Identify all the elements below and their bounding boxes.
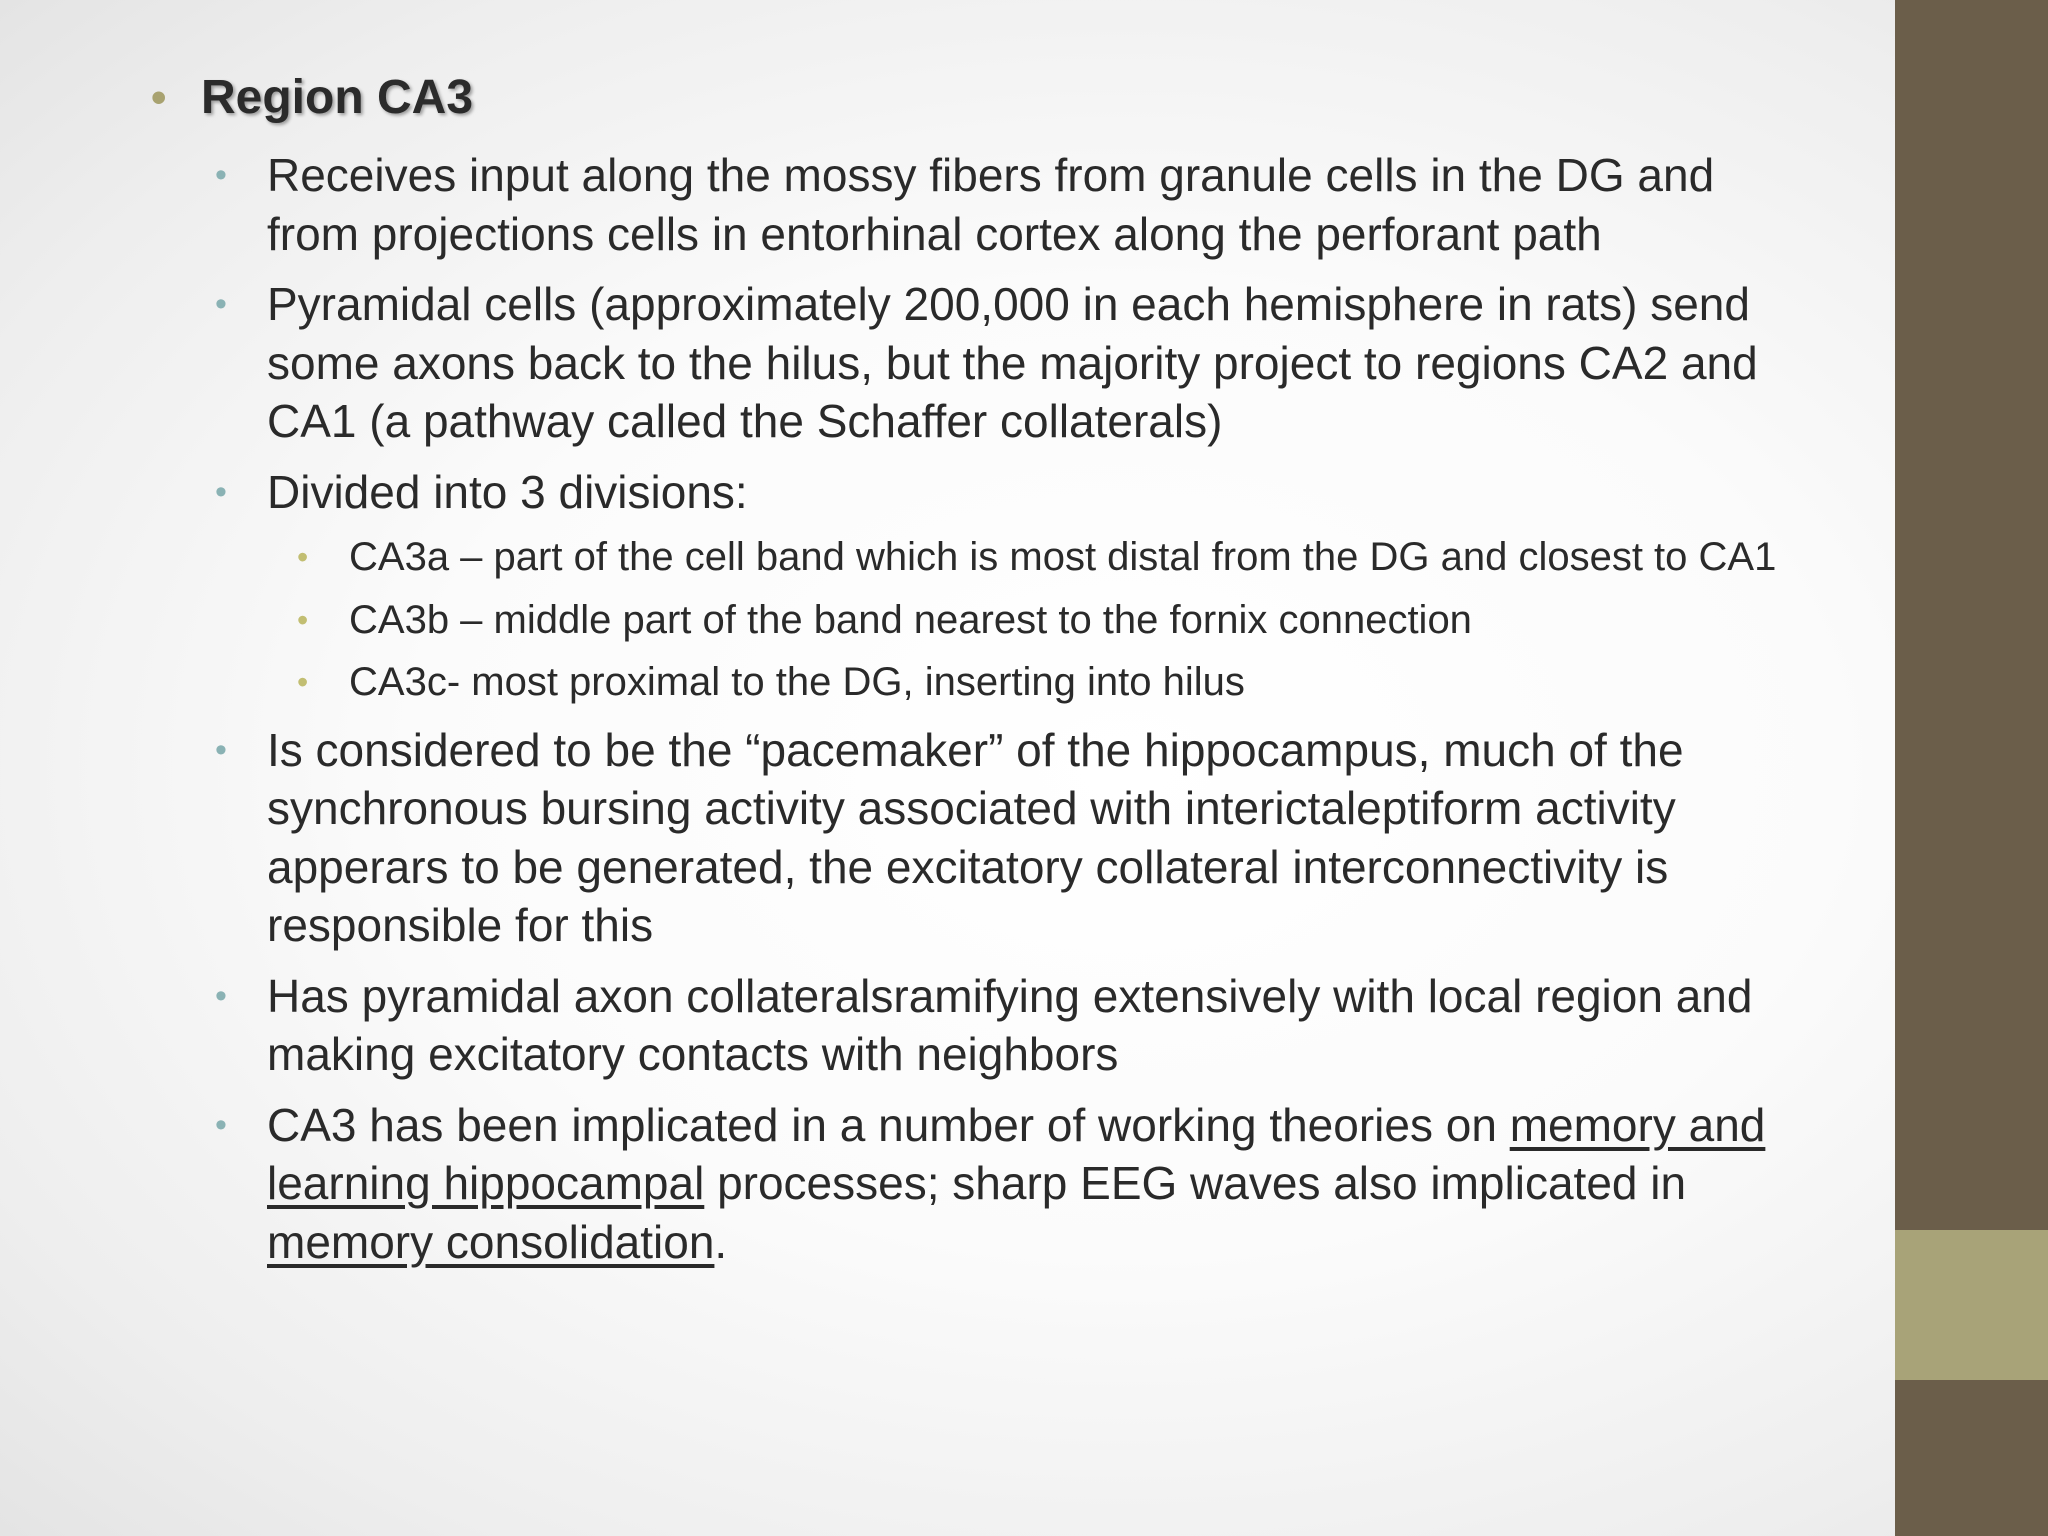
- bullet-item: [145, 146, 1795, 263]
- bullet-item: [145, 463, 1795, 522]
- bullet-text: Pyramidal cells (approximately 200,000 in each hemisphere in rats) send some axons back to the hilus, but the majority project to regions CA2 and CA1 (a pathway called the Schaffer collaterals): [267, 278, 1758, 447]
- bullet-item: [145, 967, 1795, 1084]
- bullet-item: [145, 721, 1795, 955]
- bullet-icon: •: [151, 73, 167, 122]
- bullet-item: [145, 275, 1795, 451]
- bullet-icon: •: [215, 472, 227, 511]
- sub-bullet-icon: •: [297, 664, 309, 700]
- bullet-icon: •: [215, 285, 227, 323]
- title-text: Region CA3: [201, 71, 474, 124]
- sub-bullet-text: CA3b – middle part of the band nearest to the fornix connection: [349, 597, 1472, 642]
- bullet-text: Divided into 3 divisions:: [267, 465, 748, 518]
- bullet-text: Is considered to be the “pacemaker” of the hippocampus, much of the synchronous bursing activity associated with interictaleptiform activity apperars to be generated, the excitatory collateral interconnectivity is responsible for this: [267, 723, 1684, 951]
- bullet-icon: •: [215, 156, 227, 194]
- bullet-text-part: .: [714, 1215, 728, 1268]
- bullet-text-part: CA3 has been implicated in a number of working theories on: [267, 1098, 1510, 1151]
- sub-bullet-item: [145, 595, 1795, 647]
- sub-bullet-text: CA3a – part of the cell band which is most distal from the DG and closest to CA1: [349, 535, 1777, 579]
- sub-bullet-icon: •: [297, 601, 309, 638]
- underlined-phrase-link[interactable]: memory and learning hippocampal: [267, 1098, 1766, 1209]
- bullet-text: Has pyramidal axon collateralsramifying extensively with local region and making excitatory contacts with neighbors: [267, 969, 1753, 1080]
- bullet-icon: •: [215, 1105, 227, 1144]
- slide-title: [145, 62, 1795, 134]
- sub-bullet-text: CA3c- most proximal to the DG, inserting into hilus: [349, 660, 1245, 704]
- slide-content: [145, 62, 1795, 1271]
- sub-bullet-list: [145, 532, 1795, 709]
- sub-bullet-item: [145, 657, 1795, 709]
- bullet-text: Receives input along the mossy fibers from granule cells in the DG and from projections cells in entorhinal cortex along the perforant path: [267, 149, 1715, 260]
- bullet-item: [145, 1096, 1795, 1272]
- underlined-phrase-link[interactable]: memory consolidation: [267, 1215, 715, 1268]
- bullet-text: [267, 1099, 1765, 1268]
- sub-bullet-item: [145, 532, 1795, 584]
- bullet-icon: •: [215, 730, 227, 769]
- sub-bullet-icon: •: [297, 539, 309, 575]
- bullet-icon: •: [215, 976, 227, 1015]
- bullet-text-part: processes; sharp EEG waves also implicated in: [704, 1157, 1687, 1209]
- sidebar-accent-block: [1895, 1230, 2048, 1380]
